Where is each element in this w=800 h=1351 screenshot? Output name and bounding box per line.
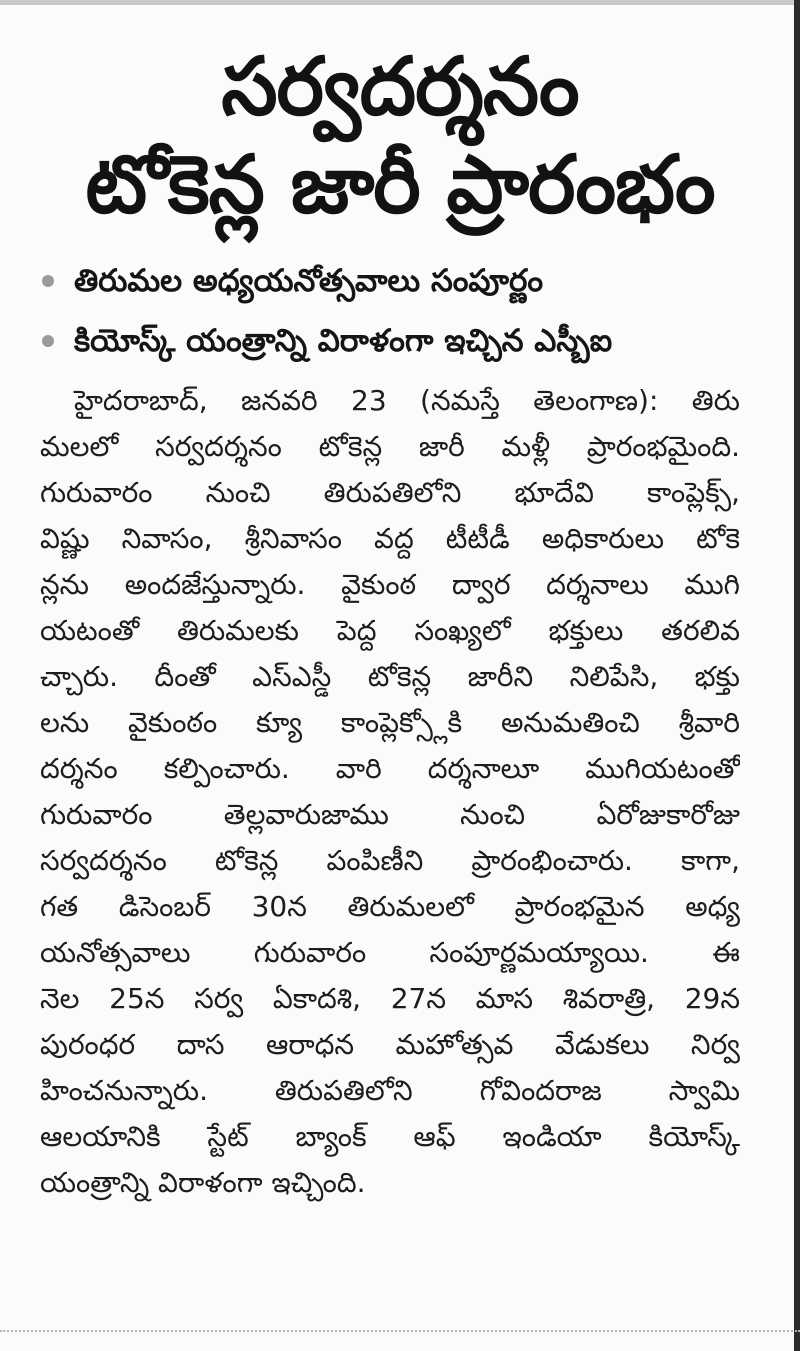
body-line: హించనున్నారు. తిరుపతిలోని గోవిందరాజ స్వామి <box>40 1074 740 1107</box>
body-line: లను వైకుంఠం క్యూ కాంప్లెక్స్లోకి అనుమతించి శ్రీవారి <box>40 706 740 739</box>
body-line: పురంధర దాస ఆరాధన మహోత్సవ వేడుకలు నిర్వ <box>40 1028 740 1061</box>
body-line: గురువారం నుంచి తిరుపతిలోని భూదేవి కాంప్లెక్స్, <box>40 476 740 509</box>
body-line: యనోత్సవాలు గురువారం సంపూర్ణమయ్యాయి. ఈ <box>40 936 740 969</box>
body-line: దర్శనం కల్పించారు. వారి దర్శనాలూ ముగియటంతో <box>40 752 740 785</box>
bottom-divider <box>0 1330 800 1333</box>
subhead-1 <box>42 258 762 304</box>
body-line: గురువారం తెల్లవారుజాము నుంచి ఏరోజుకారోజు <box>40 798 740 831</box>
body-line: న్లను అందజేస్తున్నారు. వైకుంఠ ద్వార దర్శనాలు ముగి <box>40 568 740 601</box>
bullet-icon <box>42 335 54 347</box>
body-line: యంత్రాన్ని విరాళంగా ఇచ్చింది. <box>40 1166 366 1199</box>
top-border <box>0 0 800 5</box>
body-line: నెల 25న సర్వ ఏకాదశి, 27న మాస శివరాత్రి, 29న <box>40 982 740 1015</box>
body-line: విష్ణు నివాసం, శ్రీనివాసం వద్ద టీటీడీ అధికారులు టోకె <box>40 522 740 555</box>
body-line: చ్చారు. దీంతో ఎస్ఎస్డీ టోకెన్ల జారీని నిలిపేసి, భక్తు <box>40 660 740 693</box>
body-line: గత డిసెంబర్ 30న తిరుమలలో ప్రారంభమైన అధ్య <box>40 890 740 923</box>
body-line: హైదరాబాద్, జనవరి 23 (నమస్తే తెలంగాణ): తిరు <box>74 384 740 417</box>
headline-line-2: టోకెన్ల జారీ ప్రారంభం <box>85 138 715 231</box>
body-line: మలలో సర్వదర్శనం టోకెన్ల జారీ మళ్లీ ప్రారంభమైంది. <box>40 430 740 463</box>
headline-line-1: సర్వదర్శనం <box>221 40 579 133</box>
bullet-icon <box>42 275 54 287</box>
body-line: ఆలయానికి స్టేట్ బ్యాంక్ ఆఫ్ ఇండియా కియోస్క్ <box>40 1120 740 1153</box>
right-border <box>794 0 800 1351</box>
body-line: యటంతో తిరుమలకు పెద్ద సంఖ్యలో భక్తులు తరలివ <box>40 614 740 647</box>
subhead-1-text: తిరుమల అధ్యయనోత్సవాలు సంపూర్ణం <box>74 263 544 299</box>
subhead-2-text: కియోస్క్ యంత్రాన్ని విరాళంగా ఇచ్చిన ఎస్బీఐ <box>74 323 613 359</box>
subhead-2 <box>42 318 762 364</box>
body-line: సర్వదర్శనం టోకెన్ల పంపిణీని ప్రారంభించారు. కాగా, <box>40 844 740 877</box>
article-body <box>40 378 740 1206</box>
